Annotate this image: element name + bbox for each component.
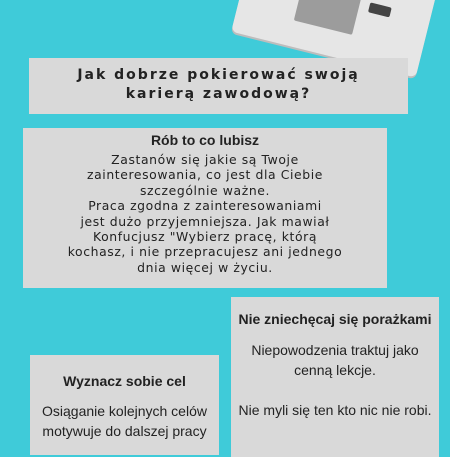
section-text-line: Niepowodzenia traktuj jako xyxy=(251,342,419,358)
page-title-line-1: Jak dobrze pokierować swoją xyxy=(77,67,360,83)
section-text-line: szczególnie ważne. xyxy=(139,182,271,198)
section-heading: Nie zniechęcaj się porażkami xyxy=(238,311,432,327)
section-card-goal xyxy=(30,355,219,455)
section-text-line: cenną lekcje. xyxy=(294,362,376,378)
section-heading: Rób to co lubisz xyxy=(150,132,260,148)
section-card-hobbies xyxy=(23,128,387,288)
section-text-line: Praca zgodna z zainteresowaniami xyxy=(88,198,322,214)
section-card-failures xyxy=(231,297,439,457)
laptop-key xyxy=(368,2,392,17)
section-text-line: zainteresowania, co jest dla Ciebie xyxy=(87,167,323,183)
section-text-line: jest dużo przyjemniejsza. Jak mawiał xyxy=(80,213,330,229)
section-text-line: Nie myli się ten kto nic nie robi. xyxy=(238,402,432,418)
section-text-line: motywuje do dalszej pracy xyxy=(42,423,207,439)
section-text-line: Zastanów się jakie są Twoje xyxy=(111,152,299,167)
section-heading: Wyznacz sobie cel xyxy=(63,373,186,389)
section-text-line: dnia więcej w życiu. xyxy=(137,259,273,275)
section-text-line: kochasz, i nie przepracujesz ani jednego xyxy=(67,244,343,260)
section-text-line: Osiąganie kolejnych celów xyxy=(42,403,207,419)
section-text-line: Konfucjusz "Wybierz pracę, którą xyxy=(92,229,318,245)
title-card xyxy=(29,58,408,114)
page-title-line-2: karierą zawodową? xyxy=(125,86,312,102)
laptop-screen xyxy=(294,0,364,35)
